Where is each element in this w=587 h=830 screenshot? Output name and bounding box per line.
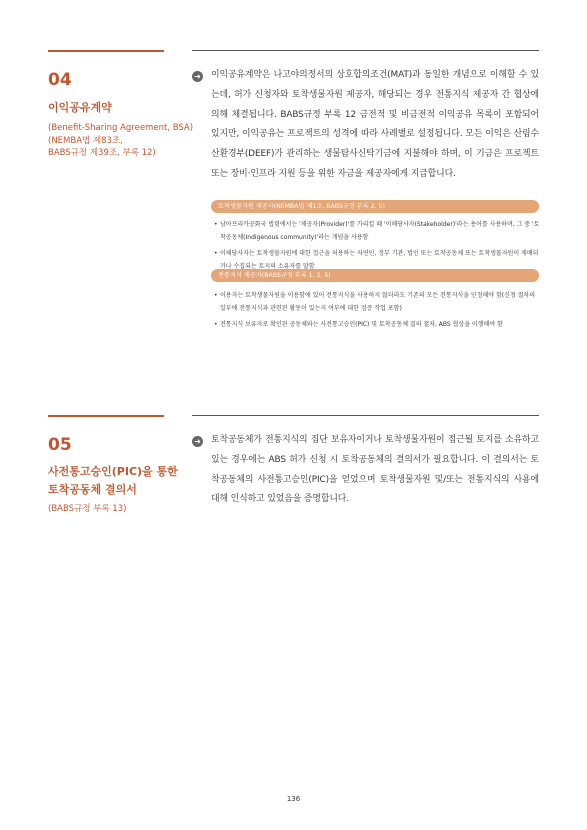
section-05-title: 사전통고승인(PIC)을 통한 토착공동체 결의서 xyxy=(48,465,178,496)
section-05-divider xyxy=(192,415,539,416)
section-05-body: 토착공동체가 전통지식의 집단 보유자이거나 토착생물자원이 접근될 토지를 소유하고 있는 경우에는 ABS 허가 신청 시 토착공동체의 결의서가 필요합니다. 이 결의서는 토착공동체의 사전통고승인(PIC)을 얻었으며 토착생물자원 및/또는 전통지식의 사용에 대해 인식하고 있었음을 증명합니다. xyxy=(211,435,539,505)
section-04-title: 이익공유계약 xyxy=(48,101,112,114)
list-item: • 이해당사자는 토착생물자원에 대한 접근을 허용하는 자연인, 정부 기관, 법인 또는 토착공동체 또는 토착생물자원이 재배되거나 수집되는 토지의 소유자를 말함 xyxy=(211,248,541,273)
list-item: • 남아프리카공화국 법령에서는 '제공자(Provider)'를 가리킬 때 '이해당사자(Stakeholder)'라는 용어를 사용하며, 그 중 '토착공동체(Indigenous community)'라는 개념을 사용함 xyxy=(211,219,541,244)
section-04-body: 이익공유계약은 나고야의정서의 상호합의조건(MAT)과 동일한 개념으로 이해할 수 있는데, 허가 신청자와 토착생물자원 제공자, 해당되는 경우 전통지식 제공자 간 협상에 의해 체결됩니다. BABS규정 부록 12 금전적 및 비금전적 이익공유 목록이 포함되어 있지만, 이익공유는 프로젝트의 성격에 따라 사례별로 설정됩니다. 모든 이익은 산림수산환경부(DEEF)가 관리하는 생물탐사신탁기금에 지불해야 하며, 이 기금은 프로젝트 또는 장비·인프라 지원 등을 위한 자금을 제공자에게 지급합니다. xyxy=(211,70,539,179)
list-item: • 전통지식 보유자로 확인된 공동체와는 사전통고승인(PIC) 및 토착공동체 결의 절차, ABS 협상을 이행해야 함 xyxy=(211,319,541,332)
list-item: • 이용자는 토착생물자원을 이용함에 있어 전통지식을 사용하지 않더라도 기존의 모든 전통지식을 인정해야 함(신청 절차의 일부에 전통지식과 관련된 활동이 있는지 여부에 대한 검증 작업 포함) xyxy=(211,290,541,315)
arrow-right-circle-icon: ➜ xyxy=(192,436,203,447)
section-05-accent-rule xyxy=(48,415,164,417)
section-05-number: 05 xyxy=(48,435,72,455)
section-05-subtitle: (BABS규정 부록 13) xyxy=(48,504,127,514)
section-04-number: 04 xyxy=(48,70,72,90)
section-04-subtitle: (Benefit-Sharing Agreement, BSA) (NEMBA법 제83조, BABS규정 제39조, 부록 12) xyxy=(48,123,194,158)
arrow-right-circle-icon: ➜ xyxy=(192,71,203,82)
provider-box-label: 토착생물자원 제공자(NEMBA법 제1조, BABS규정 부록 2, 5) xyxy=(211,200,539,213)
section-04-divider xyxy=(192,50,539,51)
section-04-accent-rule xyxy=(48,50,164,52)
tk-provider-bullet-list xyxy=(211,290,541,336)
page-number: 136 xyxy=(286,795,301,803)
tk-provider-box-label: 전통지식 제공자(BABS규정 부록 1, 2, 5) xyxy=(211,269,539,282)
